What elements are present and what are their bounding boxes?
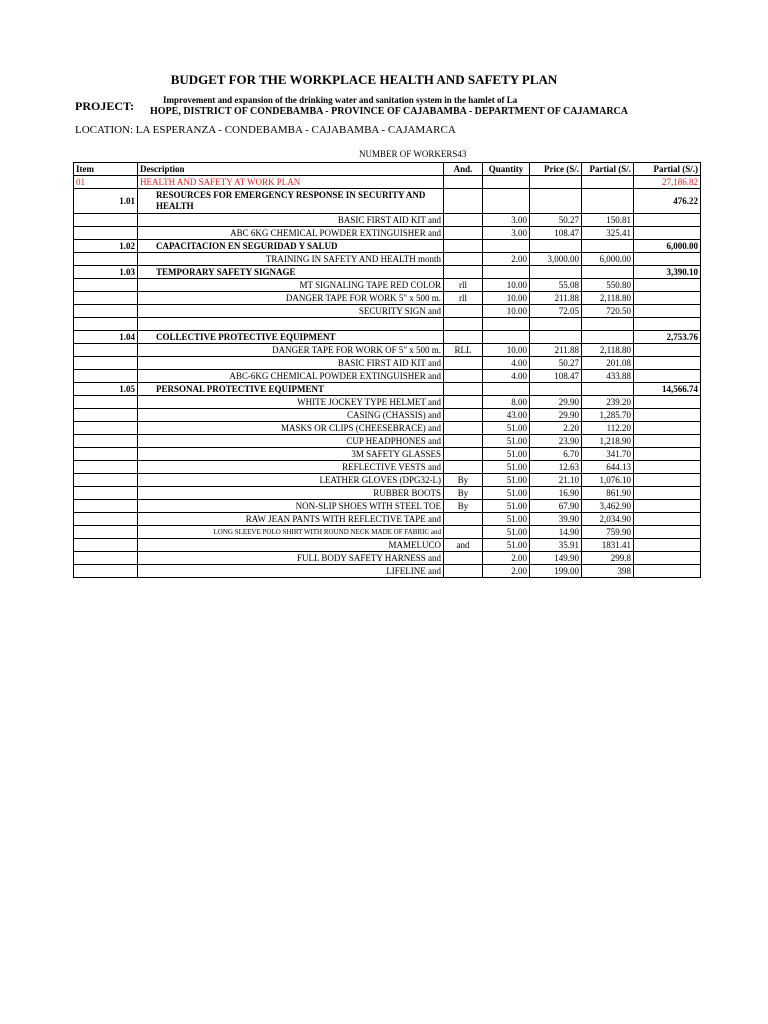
empty-cell [74,370,138,383]
number-of-workers: NUMBER OF WORKERS43 [359,149,467,159]
section-item-number: 1.04 [74,331,138,344]
row-quantity: 10.00 [483,344,530,357]
project-description-line-2: HOPE, DISTRICT OF CONDEBAMBA - PROVINCE OF CAJABAMBA - DEPARTMENT OF CAJAMARCA [150,106,628,117]
table-row [74,435,701,448]
empty-cell [634,539,701,552]
table-row [74,344,701,357]
empty-cell [444,189,483,214]
table-row [74,214,701,227]
row-price: 50.27 [530,357,582,370]
row-partial: 2,118.80 [582,292,634,305]
empty-cell [634,448,701,461]
row-price: 72.05 [530,305,582,318]
row-unit [444,526,483,539]
empty-cell [634,513,701,526]
row-description: CASING (CHASSIS) and [138,409,444,422]
document-title: BUDGET FOR THE WORKPLACE HEALTH AND SAFETY PLAN [170,72,558,87]
row-description: FULL BODY SAFETY HARNESS and [138,552,444,565]
table-row [74,565,701,578]
section-description: TEMPORARY SAFETY SIGNAGE [138,266,444,279]
empty-cell [634,526,701,539]
row-unit: rll [444,292,483,305]
empty-cell [634,357,701,370]
row-description: LONG SLEEVE POLO SHIRT WITH ROUND NECK MADE OF FABRIC and [138,526,444,539]
row-partial: 6,000.00 [582,253,634,266]
row-price: 2.20 [530,422,582,435]
empty-cell [74,422,138,435]
row-partial: 150.81 [582,214,634,227]
empty-cell [634,422,701,435]
row-quantity: 3.00 [483,227,530,240]
section-total: 14,566.74 [634,383,701,396]
section-row [74,383,701,396]
row-description: LIFELINE and [138,565,444,578]
row-quantity: 2.00 [483,565,530,578]
table-row [74,279,701,292]
column-header-unit: And. [444,163,483,176]
section-total: 476.22 [634,189,701,214]
row-quantity: 51.00 [483,448,530,461]
row-quantity: 51.00 [483,422,530,435]
row-partial [582,318,634,331]
table-row [74,474,701,487]
empty-cell [634,552,701,565]
row-unit [444,422,483,435]
empty-cell [74,253,138,266]
row-price: 3,000.00 [530,253,582,266]
column-header-item: Item [74,163,138,176]
empty-cell [634,253,701,266]
row-partial: 550.80 [582,279,634,292]
row-price: 39.90 [530,513,582,526]
empty-cell [530,331,582,344]
column-header-description: Description [138,163,444,176]
row-price: 35.91 [530,539,582,552]
table-row [74,422,701,435]
row-description: MAMELUCO [138,539,444,552]
table-row [74,526,701,539]
row-quantity: 51.00 [483,513,530,526]
row-price: 211.88 [530,292,582,305]
table-row [74,396,701,409]
row-price: 108.47 [530,227,582,240]
empty-cell [74,435,138,448]
row-unit [444,448,483,461]
empty-cell [634,279,701,292]
section-item-number: 1.05 [74,383,138,396]
row-price: 6.70 [530,448,582,461]
empty-cell [634,370,701,383]
empty-cell [74,474,138,487]
section-total: 2,753.76 [634,331,701,344]
section-row [74,331,701,344]
column-header-price: Price (S/. [530,163,582,176]
row-quantity: 51.00 [483,435,530,448]
row-unit [444,461,483,474]
budget-table [73,162,701,578]
row-description: BASIC FIRST AID KIT and [138,214,444,227]
empty-cell [74,279,138,292]
column-header-partial: Partial (S/. [582,163,634,176]
row-partial: 644.13 [582,461,634,474]
row-price: 211.88 [530,344,582,357]
row-price: 14.90 [530,526,582,539]
row-partial: 1831.41 [582,539,634,552]
empty-cell [483,240,530,253]
empty-cell [634,292,701,305]
empty-cell [483,176,530,189]
row-quantity: 51.00 [483,487,530,500]
empty-cell [444,176,483,189]
row-quantity: 51.00 [483,474,530,487]
section-row [74,240,701,253]
main-budget-row [74,176,701,189]
empty-cell [74,292,138,305]
empty-cell [74,565,138,578]
row-partial: 2,034.90 [582,513,634,526]
section-row [74,189,701,214]
empty-cell [634,474,701,487]
row-partial: 1,218.90 [582,435,634,448]
section-item-number: 1.03 [74,266,138,279]
row-price: 21.10 [530,474,582,487]
row-quantity: 3.00 [483,214,530,227]
row-unit [444,318,483,331]
row-price: 67.90 [530,500,582,513]
row-unit [444,435,483,448]
row-price: 199.00 [530,565,582,578]
row-quantity: 51.00 [483,526,530,539]
row-description: ABC-6KG CHEMICAL POWDER EXTINGUISHER and [138,370,444,383]
section-description: PERSONAL PROTECTIVE EQUIPMENT [138,383,444,396]
row-unit [444,214,483,227]
empty-cell [530,176,582,189]
empty-cell [74,461,138,474]
row-partial: 299.8 [582,552,634,565]
empty-cell [634,214,701,227]
row-description: MT SIGNALING TAPE RED COLOR [138,279,444,292]
row-description: REFLECTIVE VESTS and [138,461,444,474]
section-total: 6,000.00 [634,240,701,253]
empty-cell [74,513,138,526]
table-row [74,539,701,552]
row-partial: 861.90 [582,487,634,500]
empty-cell [634,461,701,474]
empty-cell [74,396,138,409]
empty-cell [582,266,634,279]
empty-cell [582,176,634,189]
row-unit [444,227,483,240]
row-quantity: 43.00 [483,409,530,422]
row-price: 108.47 [530,370,582,383]
row-partial: 3,462.90 [582,500,634,513]
empty-cell [444,331,483,344]
empty-cell [634,500,701,513]
table-row [74,357,701,370]
empty-cell [483,189,530,214]
row-partial: 398 [582,565,634,578]
row-quantity: 51.00 [483,539,530,552]
empty-cell [530,240,582,253]
empty-cell [582,331,634,344]
row-unit: rll [444,279,483,292]
row-price: 23.90 [530,435,582,448]
row-partial: 341.70 [582,448,634,461]
row-unit: By [444,500,483,513]
row-unit [444,409,483,422]
table-row [74,305,701,318]
empty-cell [74,448,138,461]
section-item-number: 1.02 [74,240,138,253]
row-description: BASIC FIRST AID KIT and [138,357,444,370]
row-quantity: 2.00 [483,552,530,565]
row-quantity: 10.00 [483,292,530,305]
row-description: SECURITY SIGN and [138,305,444,318]
table-row [74,461,701,474]
empty-cell [483,266,530,279]
row-unit [444,396,483,409]
empty-cell [634,487,701,500]
empty-cell [483,331,530,344]
row-unit [444,513,483,526]
empty-cell [634,305,701,318]
empty-cell [530,189,582,214]
row-description: RAW JEAN PANTS WITH REFLECTIVE TAPE and [138,513,444,526]
location-line: LOCATION: LA ESPERANZA - CONDEBAMBA - CAJABAMBA - CAJAMARCA [75,124,456,136]
empty-cell [634,435,701,448]
row-price: 55.08 [530,279,582,292]
row-description [138,318,444,331]
row-description: ABC 6KG CHEMICAL POWDER EXTINGUISHER and [138,227,444,240]
row-partial: 1,076.10 [582,474,634,487]
row-description: TRAINING IN SAFETY AND HEALTH month [138,253,444,266]
row-quantity: 10.00 [483,279,530,292]
table-row [74,552,701,565]
empty-cell [74,539,138,552]
empty-cell [582,240,634,253]
table-row [74,292,701,305]
empty-cell [74,227,138,240]
row-unit: By [444,487,483,500]
row-partial: 720.50 [582,305,634,318]
row-unit: and [444,539,483,552]
row-price [530,318,582,331]
row-unit: By [444,474,483,487]
empty-cell [634,409,701,422]
empty-cell [74,344,138,357]
empty-cell [74,318,138,331]
section-description: COLLECTIVE PROTECTIVE EQUIPMENT [138,331,444,344]
table-row [74,487,701,500]
row-partial: 325.41 [582,227,634,240]
row-partial: 112.20 [582,422,634,435]
empty-cell [74,305,138,318]
main-item-total: 27,186.82 [634,176,701,189]
empty-cell [634,396,701,409]
empty-cell [74,357,138,370]
empty-cell [634,565,701,578]
row-quantity: 2.00 [483,253,530,266]
empty-cell [483,383,530,396]
empty-cell [634,318,701,331]
section-total: 3,390.10 [634,266,701,279]
empty-cell [444,240,483,253]
section-description: RESOURCES FOR EMERGENCY RESPONSE IN SECURITY AND HEALTH [138,189,444,214]
row-price: 29.90 [530,409,582,422]
row-quantity: 4.00 [483,370,530,383]
table-row [74,318,701,331]
row-quantity: 4.00 [483,357,530,370]
column-header-quantity: Quantity [483,163,530,176]
row-description: DANGER TAPE FOR WORK 5" x 500 m. [138,292,444,305]
row-unit [444,565,483,578]
row-price: 16.90 [530,487,582,500]
row-description: NON-SLIP SHOES WITH STEEL TOE [138,500,444,513]
project-label: PROJECT: [75,99,135,113]
empty-cell [74,552,138,565]
section-row [74,266,701,279]
row-partial: 433.88 [582,370,634,383]
empty-cell [74,487,138,500]
empty-cell [74,526,138,539]
row-partial: 1,285.70 [582,409,634,422]
empty-cell [74,500,138,513]
row-unit [444,552,483,565]
table-row [74,253,701,266]
row-partial: 759.90 [582,526,634,539]
row-price: 149.90 [530,552,582,565]
project-description-line-1: Improvement and expansion of the drinking water and sanitation system in the hamlet of La [163,95,518,105]
row-partial: 201.08 [582,357,634,370]
row-quantity: 51.00 [483,500,530,513]
empty-cell [582,383,634,396]
empty-cell [74,214,138,227]
row-quantity [483,318,530,331]
row-description: DANGER TAPE FOR WORK OF 5" x 500 m. [138,344,444,357]
row-unit: RLL [444,344,483,357]
empty-cell [582,189,634,214]
main-item-number: 01 [74,176,138,189]
table-row [74,448,701,461]
row-quantity: 10.00 [483,305,530,318]
empty-cell [530,383,582,396]
row-description: CUP HEADPHONES and [138,435,444,448]
table-row [74,513,701,526]
row-partial: 2,118.80 [582,344,634,357]
empty-cell [634,344,701,357]
row-partial: 239.20 [582,396,634,409]
main-item-description: HEALTH AND SAFETY AT WORK PLAN [138,176,444,189]
row-price: 12.63 [530,461,582,474]
row-quantity: 8.00 [483,396,530,409]
row-description: RUBBER BOOTS [138,487,444,500]
row-description: LEATHER GLOVES (DPG32-L) [138,474,444,487]
row-unit [444,357,483,370]
table-row [74,227,701,240]
row-unit [444,370,483,383]
row-description: MASKS OR CLIPS (CHEESEBRACE) and [138,422,444,435]
section-item-number: 1.01 [74,189,138,214]
row-description: 3M SAFETY GLASSES [138,448,444,461]
empty-cell [444,383,483,396]
row-description: WHITE JOCKEY TYPE HELMET and [138,396,444,409]
section-description: CAPACITACION EN SEGURIDAD Y SALUD [138,240,444,253]
empty-cell [74,409,138,422]
empty-cell [634,227,701,240]
row-quantity: 51.00 [483,461,530,474]
empty-cell [444,266,483,279]
row-price: 29.90 [530,396,582,409]
table-row [74,370,701,383]
column-header-partial-total: Partial (S/.) [634,163,701,176]
table-header-row [74,163,701,176]
row-unit [444,253,483,266]
empty-cell [530,266,582,279]
row-unit [444,305,483,318]
table-row [74,409,701,422]
row-price: 50.27 [530,214,582,227]
table-row [74,500,701,513]
